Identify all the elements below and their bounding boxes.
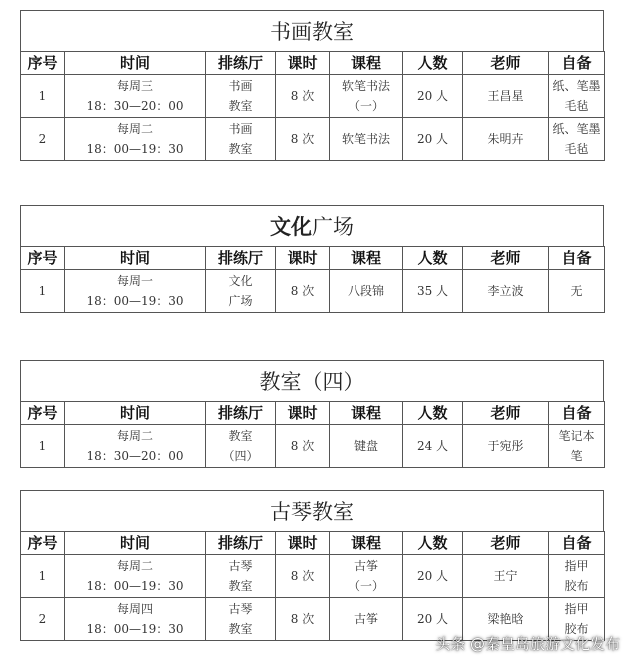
column-header-bring: 自备 bbox=[549, 52, 605, 75]
cell-people: 35 人 bbox=[403, 270, 463, 313]
cell-bring bbox=[549, 425, 605, 468]
cell-course bbox=[330, 75, 403, 118]
cell-line: 教室 bbox=[228, 142, 253, 156]
cell-line: 笔 bbox=[570, 449, 583, 463]
column-header-course: 课程 bbox=[330, 52, 403, 75]
cell-line: 胶布 bbox=[564, 622, 589, 636]
column-header-no: 序号 bbox=[21, 247, 65, 270]
cell-hall bbox=[206, 425, 276, 468]
header-row bbox=[21, 532, 605, 555]
cell-line: （一） bbox=[347, 579, 384, 593]
column-header-hours: 课时 bbox=[276, 532, 330, 555]
column-header-people: 人数 bbox=[403, 402, 463, 425]
block-title-text: 书画教室 bbox=[270, 20, 354, 44]
header-row bbox=[21, 402, 605, 425]
schedule-table bbox=[20, 246, 605, 313]
column-header-bring: 自备 bbox=[549, 247, 605, 270]
column-header-hours: 课时 bbox=[276, 247, 330, 270]
column-header-hall: 排练厅 bbox=[206, 532, 276, 555]
cell-line: 每周四 bbox=[116, 602, 153, 616]
cell-time bbox=[65, 425, 206, 468]
cell-hours: 8 次 bbox=[276, 598, 330, 641]
cell-course bbox=[330, 270, 403, 313]
cell-line: 无 bbox=[570, 284, 583, 298]
cell-line: 八段锦 bbox=[347, 284, 384, 298]
cell-line: 书画 bbox=[228, 79, 253, 93]
cell-line: 18：00—19：30 bbox=[86, 142, 184, 156]
cell-no: 1 bbox=[21, 425, 65, 468]
cell-line: 每周二 bbox=[116, 559, 153, 573]
block-title-bold: 文化 bbox=[270, 214, 312, 239]
table-row bbox=[21, 270, 605, 313]
column-header-no: 序号 bbox=[21, 402, 65, 425]
column-header-time: 时间 bbox=[65, 52, 206, 75]
cell-line: 纸、笔墨 bbox=[552, 122, 601, 136]
cell-no: 1 bbox=[21, 75, 65, 118]
cell-hall bbox=[206, 598, 276, 641]
table-row bbox=[21, 555, 605, 598]
cell-no: 1 bbox=[21, 555, 65, 598]
column-header-teacher: 老师 bbox=[463, 532, 549, 555]
cell-line: 毛毡 bbox=[564, 99, 589, 113]
column-header-course: 课程 bbox=[330, 402, 403, 425]
cell-course bbox=[330, 425, 403, 468]
block-title bbox=[20, 490, 604, 531]
cell-teacher: 朱明卉 bbox=[463, 118, 549, 161]
cell-no: 1 bbox=[21, 270, 65, 313]
column-header-time: 时间 bbox=[65, 247, 206, 270]
cell-people: 24 人 bbox=[403, 425, 463, 468]
cell-line: 古筝 bbox=[353, 559, 378, 573]
cell-teacher: 王宁 bbox=[463, 555, 549, 598]
cell-line: （一） bbox=[347, 99, 384, 113]
cell-line: 18：00—19：30 bbox=[86, 622, 184, 636]
cell-teacher: 王昌星 bbox=[463, 75, 549, 118]
cell-line: 教室 bbox=[228, 622, 253, 636]
block-title-text: 教室（四） bbox=[259, 370, 365, 394]
cell-line: 18：30—20：00 bbox=[86, 99, 184, 113]
cell-line: 古琴 bbox=[228, 559, 253, 573]
cell-hall bbox=[206, 118, 276, 161]
cell-people: 20 人 bbox=[403, 118, 463, 161]
cell-bring bbox=[549, 270, 605, 313]
header-row bbox=[21, 52, 605, 75]
cell-line: 教室 bbox=[228, 99, 253, 113]
cell-hours: 8 次 bbox=[276, 118, 330, 161]
cell-line: 软笔书法 bbox=[341, 132, 390, 146]
cell-hall bbox=[206, 270, 276, 313]
cell-line: 教室 bbox=[228, 429, 253, 443]
table-row bbox=[21, 425, 605, 468]
block-title-text: 古琴教室 bbox=[270, 500, 354, 524]
column-header-hall: 排练厅 bbox=[206, 402, 276, 425]
column-header-people: 人数 bbox=[403, 52, 463, 75]
table-row bbox=[21, 75, 605, 118]
cell-line: 每周二 bbox=[116, 429, 153, 443]
column-header-hours: 课时 bbox=[276, 402, 330, 425]
cell-hours: 8 次 bbox=[276, 555, 330, 598]
cell-no: 2 bbox=[21, 118, 65, 161]
block-title bbox=[20, 360, 604, 401]
cell-people: 20 人 bbox=[403, 598, 463, 641]
watermark-text: 头条 @秦皇岛旅游文化发布 bbox=[435, 635, 620, 653]
cell-time bbox=[65, 270, 206, 313]
cell-time bbox=[65, 555, 206, 598]
schedule-table bbox=[20, 401, 605, 468]
cell-line: 古筝 bbox=[353, 612, 378, 626]
cell-line: 广场 bbox=[228, 294, 253, 308]
cell-line: 书画 bbox=[228, 122, 253, 136]
cell-hall bbox=[206, 75, 276, 118]
column-header-teacher: 老师 bbox=[463, 52, 549, 75]
table-row bbox=[21, 118, 605, 161]
column-header-no: 序号 bbox=[21, 52, 65, 75]
schedule-block-calligraphy bbox=[20, 10, 604, 161]
cell-line: 18：00—19：30 bbox=[86, 294, 184, 308]
cell-line: 毛毡 bbox=[564, 142, 589, 156]
column-header-people: 人数 bbox=[403, 532, 463, 555]
schedule-block-culture-square bbox=[20, 205, 604, 313]
cell-line: 纸、笔墨 bbox=[552, 79, 601, 93]
column-header-teacher: 老师 bbox=[463, 247, 549, 270]
cell-bring bbox=[549, 75, 605, 118]
cell-people: 20 人 bbox=[403, 555, 463, 598]
cell-people: 20 人 bbox=[403, 75, 463, 118]
column-header-time: 时间 bbox=[65, 402, 206, 425]
column-header-hall: 排练厅 bbox=[206, 247, 276, 270]
cell-line: 古琴 bbox=[228, 602, 253, 616]
cell-line: 18：00—19：30 bbox=[86, 579, 184, 593]
cell-hours: 8 次 bbox=[276, 75, 330, 118]
block-title-text: 广场 bbox=[312, 215, 354, 239]
cell-course bbox=[330, 598, 403, 641]
block-title bbox=[20, 205, 604, 246]
cell-line: 笔记本 bbox=[558, 429, 595, 443]
cell-line: 每周一 bbox=[116, 274, 153, 288]
schedule-block-guqin bbox=[20, 490, 604, 641]
cell-teacher: 于宛彤 bbox=[463, 425, 549, 468]
cell-line: 指甲 bbox=[564, 602, 589, 616]
schedule-table bbox=[20, 51, 605, 161]
cell-line: 键盘 bbox=[353, 439, 378, 453]
cell-teacher: 李立波 bbox=[463, 270, 549, 313]
column-header-course: 课程 bbox=[330, 532, 403, 555]
cell-line: 文化 bbox=[228, 274, 253, 288]
cell-hall bbox=[206, 555, 276, 598]
column-header-no: 序号 bbox=[21, 532, 65, 555]
schedule-table bbox=[20, 531, 605, 641]
cell-course bbox=[330, 118, 403, 161]
cell-line: 每周三 bbox=[116, 79, 153, 93]
schedule-block-classroom-four bbox=[20, 360, 604, 468]
cell-course bbox=[330, 555, 403, 598]
cell-teacher: 梁艳晗 bbox=[463, 598, 549, 641]
cell-time bbox=[65, 75, 206, 118]
cell-no: 2 bbox=[21, 598, 65, 641]
column-header-people: 人数 bbox=[403, 247, 463, 270]
cell-line: （四） bbox=[222, 449, 259, 463]
cell-line: 18：30—20：00 bbox=[86, 449, 184, 463]
cell-line: 胶布 bbox=[564, 579, 589, 593]
cell-time bbox=[65, 118, 206, 161]
column-header-hall: 排练厅 bbox=[206, 52, 276, 75]
column-header-time: 时间 bbox=[65, 532, 206, 555]
cell-line: 指甲 bbox=[564, 559, 589, 573]
column-header-course: 课程 bbox=[330, 247, 403, 270]
cell-hours: 8 次 bbox=[276, 270, 330, 313]
block-title bbox=[20, 10, 604, 51]
cell-line: 教室 bbox=[228, 579, 253, 593]
column-header-bring: 自备 bbox=[549, 402, 605, 425]
cell-hours: 8 次 bbox=[276, 425, 330, 468]
cell-time bbox=[65, 598, 206, 641]
cell-bring bbox=[549, 555, 605, 598]
cell-bring bbox=[549, 118, 605, 161]
column-header-teacher: 老师 bbox=[463, 402, 549, 425]
column-header-bring: 自备 bbox=[549, 532, 605, 555]
header-row bbox=[21, 247, 605, 270]
cell-line: 每周二 bbox=[116, 122, 153, 136]
cell-line: 软笔书法 bbox=[341, 79, 390, 93]
column-header-hours: 课时 bbox=[276, 52, 330, 75]
